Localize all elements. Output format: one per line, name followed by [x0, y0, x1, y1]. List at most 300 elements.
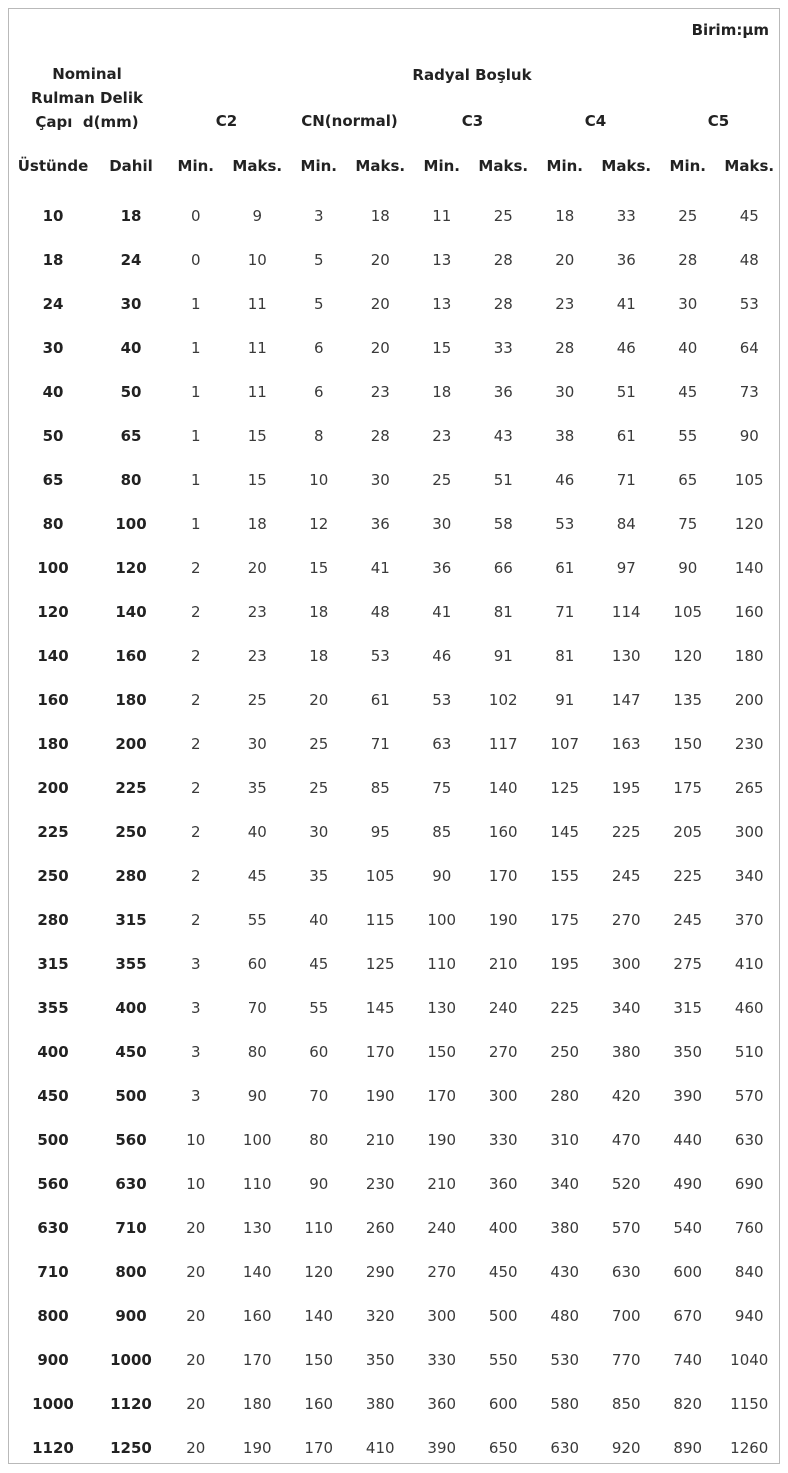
table-row	[9, 590, 780, 634]
clearance-value-cell: 107	[550, 735, 580, 753]
clearance-value-cell: 3	[190, 1043, 201, 1061]
clearance-value-cell: 300	[488, 1087, 518, 1105]
clearance-value-cell: 23	[555, 295, 575, 313]
clearance-value-cell: 90	[432, 867, 452, 885]
clearance-value-cell: 2	[190, 911, 201, 929]
clearance-value-cell: 41	[370, 559, 390, 577]
clearance-value-cell: 45	[739, 207, 759, 225]
clearance-value-cell: 920	[611, 1439, 641, 1457]
clearance-value-cell: 150	[673, 735, 703, 753]
clearance-value-cell: 155	[550, 867, 580, 885]
c4-min-header: Min.	[546, 157, 583, 175]
clearance-value-cell: 270	[488, 1043, 518, 1061]
clearance-value-cell: 350	[673, 1043, 703, 1061]
bore-over-cell: 500	[37, 1131, 69, 1149]
clearance-value-cell: 490	[673, 1175, 703, 1193]
c4-max-header: Maks.	[601, 157, 652, 175]
clearance-value-cell: 60	[309, 1043, 329, 1061]
clearance-value-cell: 84	[616, 515, 636, 533]
clearance-value-cell: 265	[734, 779, 764, 797]
clearance-value-cell: 0	[190, 251, 201, 269]
bore-incl-cell: 900	[115, 1307, 147, 1325]
clearance-value-cell: 320	[365, 1307, 395, 1325]
table-frame	[8, 8, 780, 1464]
clearance-value-cell: 160	[242, 1307, 272, 1325]
clearance-value-cell: 145	[365, 999, 395, 1017]
clearance-value-cell: 200	[734, 691, 764, 709]
clearance-value-cell: 130	[242, 1219, 272, 1237]
clearance-value-cell: 370	[734, 911, 764, 929]
clearance-value-cell: 9	[252, 207, 263, 225]
clearance-value-cell: 550	[488, 1351, 518, 1369]
clearance-value-cell: 430	[550, 1263, 580, 1281]
clearance-value-cell: 450	[488, 1263, 518, 1281]
clearance-value-cell: 230	[734, 735, 764, 753]
clearance-table	[9, 194, 780, 1470]
table-row	[9, 502, 780, 546]
bore-incl-cell: 800	[115, 1263, 147, 1281]
bore-over-cell: 630	[37, 1219, 69, 1237]
clearance-value-cell: 64	[739, 339, 759, 357]
clearance-value-cell: 15	[309, 559, 329, 577]
clearance-value-cell: 71	[555, 603, 575, 621]
clearance-value-cell: 75	[432, 779, 452, 797]
clearance-value-cell: 70	[247, 999, 267, 1017]
clearance-value-cell: 43	[493, 427, 513, 445]
bore-over-cell: 250	[37, 867, 69, 885]
clearance-value-cell: 28	[493, 295, 513, 313]
bore-incl-cell: 250	[115, 823, 147, 841]
bore-over-cell: 200	[37, 779, 69, 797]
clearance-value-cell: 28	[493, 251, 513, 269]
clearance-value-cell: 340	[550, 1175, 580, 1193]
bore-incl-cell: 560	[115, 1131, 147, 1149]
clearance-value-cell: 170	[365, 1043, 395, 1061]
table-row	[9, 942, 780, 986]
nominal-line-1: Nominal	[52, 65, 122, 83]
bore-over-cell: 560	[37, 1175, 69, 1193]
clearance-value-cell: 20	[370, 339, 390, 357]
clearance-value-cell: 3	[313, 207, 324, 225]
clearance-value-cell: 160	[488, 823, 518, 841]
class-header-cn: CN(normal)	[301, 112, 398, 130]
clearance-value-cell: 2	[190, 735, 201, 753]
bore-incl-cell: 630	[115, 1175, 147, 1193]
clearance-value-cell: 5	[313, 295, 324, 313]
clearance-value-cell: 1	[190, 427, 201, 445]
clearance-value-cell: 28	[370, 427, 390, 445]
table-row	[9, 326, 780, 370]
clearance-value-cell: 23	[247, 603, 267, 621]
clearance-value-cell: 6	[313, 383, 324, 401]
clearance-value-cell: 380	[550, 1219, 580, 1237]
clearance-value-cell: 61	[555, 559, 575, 577]
clearance-value-cell: 20	[186, 1219, 206, 1237]
clearance-value-cell: 25	[493, 207, 513, 225]
clearance-value-cell: 570	[611, 1219, 641, 1237]
clearance-value-cell: 125	[365, 955, 395, 973]
clearance-value-cell: 102	[488, 691, 518, 709]
clearance-value-cell: 18	[555, 207, 575, 225]
bore-over-cell: 400	[37, 1043, 69, 1061]
class-header-c3: C3	[461, 112, 484, 130]
bore-incl-cell: 315	[115, 911, 147, 929]
clearance-value-cell: 110	[242, 1175, 272, 1193]
clearance-value-cell: 105	[734, 471, 764, 489]
clearance-value-cell: 81	[493, 603, 513, 621]
clearance-value-cell: 520	[611, 1175, 641, 1193]
clearance-value-cell: 53	[555, 515, 575, 533]
clearance-value-cell: 36	[370, 515, 390, 533]
clearance-value-cell: 205	[673, 823, 703, 841]
bore-incl-cell: 180	[115, 691, 147, 709]
clearance-value-cell: 700	[611, 1307, 641, 1325]
clearance-value-cell: 130	[611, 647, 641, 665]
clearance-value-cell: 20	[370, 251, 390, 269]
table-row	[9, 1338, 780, 1382]
clearance-value-cell: 330	[427, 1351, 457, 1369]
clearance-value-cell: 360	[427, 1395, 457, 1413]
bore-incl-cell: 500	[115, 1087, 147, 1105]
clearance-value-cell: 3	[190, 1087, 201, 1105]
clearance-value-cell: 740	[673, 1351, 703, 1369]
clearance-value-cell: 20	[186, 1439, 206, 1457]
bore-over-cell: 160	[37, 691, 69, 709]
clearance-value-cell: 630	[734, 1131, 764, 1149]
clearance-value-cell: 8	[313, 427, 324, 445]
clearance-value-cell: 190	[365, 1087, 395, 1105]
bore-over-cell: 65	[42, 471, 64, 489]
table-row	[9, 282, 780, 326]
class-header-c2: C2	[215, 112, 238, 130]
bore-incl-cell: 1250	[110, 1439, 152, 1457]
clearance-value-cell: 55	[247, 911, 267, 929]
clearance-value-cell: 1	[190, 471, 201, 489]
table-row	[9, 1030, 780, 1074]
clearance-value-cell: 1260	[730, 1439, 769, 1457]
clearance-value-cell: 5	[313, 251, 324, 269]
bore-over-cell: 225	[37, 823, 69, 841]
table-row	[9, 1206, 780, 1250]
clearance-value-cell: 66	[493, 559, 513, 577]
clearance-value-cell: 85	[432, 823, 452, 841]
clearance-value-cell: 140	[304, 1307, 334, 1325]
clearance-value-cell: 30	[309, 823, 329, 841]
bore-incl-cell: 30	[120, 295, 142, 313]
clearance-value-cell: 2	[190, 647, 201, 665]
clearance-value-cell: 130	[427, 999, 457, 1017]
clearance-value-cell: 51	[493, 471, 513, 489]
clearance-value-cell: 15	[247, 471, 267, 489]
clearance-value-cell: 120	[734, 515, 764, 533]
clearance-value-cell: 360	[488, 1175, 518, 1193]
clearance-value-cell: 170	[304, 1439, 334, 1457]
clearance-value-cell: 440	[673, 1131, 703, 1149]
unit-label: Birim:µm	[691, 21, 769, 39]
clearance-value-cell: 160	[304, 1395, 334, 1413]
clearance-value-cell: 53	[432, 691, 452, 709]
bore-over-cell: 280	[37, 911, 69, 929]
bore-incl-cell: 200	[115, 735, 147, 753]
clearance-value-cell: 23	[370, 383, 390, 401]
table-row	[9, 370, 780, 414]
clearance-value-cell: 210	[427, 1175, 457, 1193]
clearance-value-cell: 53	[739, 295, 759, 313]
clearance-value-cell: 30	[432, 515, 452, 533]
clearance-value-cell: 81	[555, 647, 575, 665]
clearance-value-cell: 18	[309, 603, 329, 621]
nominal-line-2: Rulman Delik	[31, 89, 143, 107]
clearance-value-cell: 18	[432, 383, 452, 401]
clearance-value-cell: 300	[427, 1307, 457, 1325]
clearance-value-cell: 71	[370, 735, 390, 753]
table-row	[9, 634, 780, 678]
c5-max-header: Maks.	[724, 157, 775, 175]
clearance-value-cell: 30	[555, 383, 575, 401]
clearance-value-cell: 840	[734, 1263, 764, 1281]
bore-incl-cell: 120	[115, 559, 147, 577]
clearance-value-cell: 260	[365, 1219, 395, 1237]
table-row	[9, 722, 780, 766]
bore-over-cell: 710	[37, 1263, 69, 1281]
table-row	[9, 986, 780, 1030]
bore-over-cell: 450	[37, 1087, 69, 1105]
clearance-value-cell: 65	[678, 471, 698, 489]
clearance-value-cell: 91	[493, 647, 513, 665]
bore-over-cell: 24	[42, 295, 64, 313]
clearance-value-cell: 250	[550, 1043, 580, 1061]
clearance-value-cell: 73	[739, 383, 759, 401]
table-row	[9, 1250, 780, 1294]
clearance-value-cell: 1	[190, 383, 201, 401]
clearance-value-cell: 11	[247, 295, 267, 313]
bore-over-cell: 1000	[32, 1395, 74, 1413]
clearance-value-cell: 310	[550, 1131, 580, 1149]
clearance-value-cell: 80	[247, 1043, 267, 1061]
clearance-value-cell: 20	[247, 559, 267, 577]
clearance-value-cell: 63	[432, 735, 452, 753]
bore-incl-cell: 1000	[110, 1351, 152, 1369]
clearance-value-cell: 245	[673, 911, 703, 929]
table-row	[9, 414, 780, 458]
clearance-value-cell: 770	[611, 1351, 641, 1369]
clearance-value-cell: 470	[611, 1131, 641, 1149]
bore-incl-cell: 355	[115, 955, 147, 973]
clearance-value-cell: 650	[488, 1439, 518, 1457]
clearance-value-cell: 28	[555, 339, 575, 357]
bore-incl-cell: 225	[115, 779, 147, 797]
clearance-value-cell: 820	[673, 1395, 703, 1413]
clearance-value-cell: 2	[190, 823, 201, 841]
clearance-value-cell: 160	[734, 603, 764, 621]
table-row	[9, 678, 780, 722]
clearance-value-cell: 40	[309, 911, 329, 929]
table-row	[9, 1162, 780, 1206]
radial-clearance-title: Radyal Boşluk	[412, 66, 532, 84]
clearance-value-cell: 60	[247, 955, 267, 973]
clearance-value-cell: 210	[365, 1131, 395, 1149]
clearance-value-cell: 85	[370, 779, 390, 797]
clearance-value-cell: 105	[365, 867, 395, 885]
clearance-value-cell: 18	[309, 647, 329, 665]
cn-min-header: Min.	[300, 157, 337, 175]
nominal-line-3: Çapı d(mm)	[35, 113, 139, 131]
clearance-value-cell: 105	[673, 603, 703, 621]
bore-over-cell: 10	[42, 207, 64, 225]
table-row	[9, 1294, 780, 1338]
bore-over-cell: 80	[42, 515, 64, 533]
table-row	[9, 1382, 780, 1426]
clearance-value-cell: 270	[611, 911, 641, 929]
bore-incl-cell: 50	[120, 383, 142, 401]
clearance-value-cell: 600	[488, 1395, 518, 1413]
clearance-value-cell: 140	[242, 1263, 272, 1281]
clearance-value-cell: 245	[611, 867, 641, 885]
clearance-value-cell: 120	[673, 647, 703, 665]
bore-incl-cell: 450	[115, 1043, 147, 1061]
clearance-value-cell: 195	[550, 955, 580, 973]
clearance-value-cell: 110	[427, 955, 457, 973]
clearance-value-cell: 300	[734, 823, 764, 841]
clearance-value-cell: 1	[190, 295, 201, 313]
clearance-value-cell: 225	[550, 999, 580, 1017]
clearance-value-cell: 2	[190, 779, 201, 797]
clearance-value-cell: 114	[611, 603, 641, 621]
class-header-c5: C5	[707, 112, 730, 130]
clearance-value-cell: 15	[432, 339, 452, 357]
table-row	[9, 810, 780, 854]
bore-incl-cell: 140	[115, 603, 147, 621]
clearance-value-cell: 163	[611, 735, 641, 753]
clearance-value-cell: 90	[247, 1087, 267, 1105]
clearance-value-cell: 240	[488, 999, 518, 1017]
clearance-value-cell: 115	[365, 911, 395, 929]
clearance-value-cell: 240	[427, 1219, 457, 1237]
bore-over-cell: 800	[37, 1307, 69, 1325]
clearance-value-cell: 630	[550, 1439, 580, 1457]
clearance-value-cell: 45	[309, 955, 329, 973]
clearance-value-cell: 10	[247, 251, 267, 269]
clearance-value-cell: 170	[488, 867, 518, 885]
clearance-value-cell: 275	[673, 955, 703, 973]
clearance-value-cell: 6	[313, 339, 324, 357]
clearance-value-cell: 18	[370, 207, 390, 225]
clearance-value-cell: 2	[190, 691, 201, 709]
clearance-value-cell: 45	[247, 867, 267, 885]
clearance-value-cell: 55	[678, 427, 698, 445]
clearance-value-cell: 140	[488, 779, 518, 797]
clearance-value-cell: 38	[555, 427, 575, 445]
clearance-value-cell: 40	[247, 823, 267, 841]
bore-over-cell: 30	[42, 339, 64, 357]
clearance-value-cell: 410	[734, 955, 764, 973]
clearance-value-cell: 570	[734, 1087, 764, 1105]
clearance-value-cell: 125	[550, 779, 580, 797]
clearance-value-cell: 33	[493, 339, 513, 357]
cn-max-header: Maks.	[355, 157, 406, 175]
bore-over-cell: 120	[37, 603, 69, 621]
clearance-value-cell: 35	[247, 779, 267, 797]
table-row	[9, 854, 780, 898]
clearance-value-cell: 25	[678, 207, 698, 225]
clearance-value-cell: 23	[432, 427, 452, 445]
clearance-value-cell: 80	[309, 1131, 329, 1149]
clearance-value-cell: 20	[309, 691, 329, 709]
clearance-value-cell: 30	[370, 471, 390, 489]
bore-over-cell: 180	[37, 735, 69, 753]
clearance-value-cell: 40	[678, 339, 698, 357]
bore-incl-cell: 100	[115, 515, 147, 533]
clearance-value-cell: 25	[309, 779, 329, 797]
clearance-value-cell: 33	[616, 207, 636, 225]
clearance-value-cell: 890	[673, 1439, 703, 1457]
clearance-value-cell: 18	[247, 515, 267, 533]
clearance-value-cell: 11	[247, 383, 267, 401]
bore-incl-cell: 280	[115, 867, 147, 885]
c2-min-header: Min.	[177, 157, 214, 175]
clearance-value-cell: 15	[247, 427, 267, 445]
bore-over-cell: 140	[37, 647, 69, 665]
clearance-value-cell: 35	[309, 867, 329, 885]
bore-over-cell: 1120	[32, 1439, 74, 1457]
clearance-value-cell: 61	[616, 427, 636, 445]
clearance-value-cell: 61	[370, 691, 390, 709]
clearance-value-cell: 51	[616, 383, 636, 401]
bore-incl-cell: 710	[115, 1219, 147, 1237]
clearance-value-cell: 340	[611, 999, 641, 1017]
clearance-value-cell: 670	[673, 1307, 703, 1325]
c5-min-header: Min.	[669, 157, 706, 175]
table-row	[9, 458, 780, 502]
bore-incl-cell: 160	[115, 647, 147, 665]
bore-over-cell: 315	[37, 955, 69, 973]
nominal-header	[9, 62, 165, 134]
clearance-value-cell: 380	[365, 1395, 395, 1413]
clearance-value-cell: 135	[673, 691, 703, 709]
clearance-value-cell: 100	[242, 1131, 272, 1149]
clearance-value-cell: 410	[365, 1439, 395, 1457]
clearance-value-cell: 390	[673, 1087, 703, 1105]
clearance-value-cell: 180	[734, 647, 764, 665]
bore-over-cell: 100	[37, 559, 69, 577]
clearance-value-cell: 175	[673, 779, 703, 797]
clearance-value-cell: 53	[370, 647, 390, 665]
clearance-value-cell: 940	[734, 1307, 764, 1325]
clearance-value-cell: 25	[247, 691, 267, 709]
table-row	[9, 898, 780, 942]
clearance-value-cell: 20	[186, 1351, 206, 1369]
clearance-value-cell: 90	[678, 559, 698, 577]
clearance-value-cell: 117	[488, 735, 518, 753]
clearance-value-cell: 170	[427, 1087, 457, 1105]
clearance-value-cell: 630	[611, 1263, 641, 1281]
bore-incl-cell: 400	[115, 999, 147, 1017]
clearance-value-cell: 690	[734, 1175, 764, 1193]
clearance-value-cell: 140	[734, 559, 764, 577]
clearance-value-cell: 11	[432, 207, 452, 225]
table-row	[9, 1426, 780, 1470]
clearance-value-cell: 190	[242, 1439, 272, 1457]
clearance-value-cell: 510	[734, 1043, 764, 1061]
clearance-value-cell: 390	[427, 1439, 457, 1457]
clearance-value-cell: 10	[186, 1131, 206, 1149]
clearance-value-cell: 36	[616, 251, 636, 269]
clearance-value-cell: 150	[304, 1351, 334, 1369]
clearance-value-cell: 2	[190, 867, 201, 885]
clearance-value-cell: 25	[309, 735, 329, 753]
c3-min-header: Min.	[423, 157, 460, 175]
bore-incl-cell: 40	[120, 339, 142, 357]
